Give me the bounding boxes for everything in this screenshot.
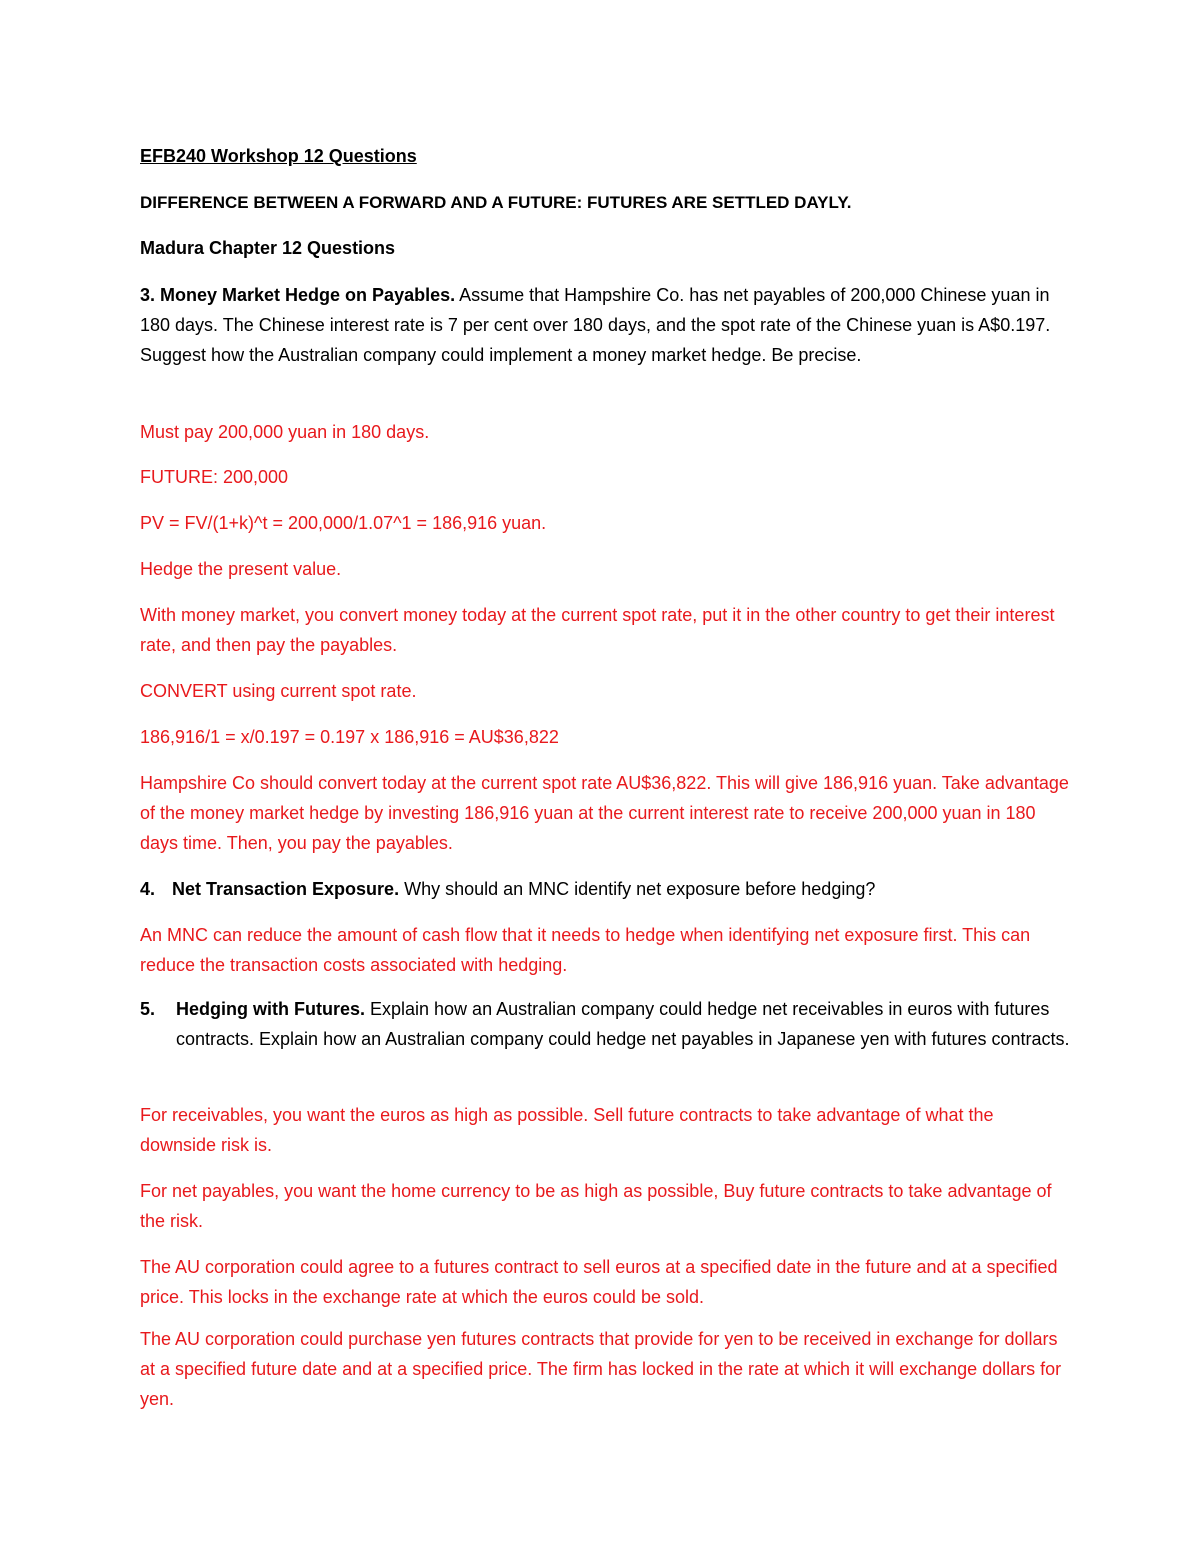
question-5-text: Explain how an Australian company could hedge net receivables in euros with futures contracts. Explain how an Australian company could hedge net payables in Japanese yen with futures contracts. (176, 999, 1070, 1049)
question-4-number: 4. (140, 879, 156, 899)
question-5-number: 5. (140, 999, 156, 1019)
answer-3-line-7: 186,916/1 = x/0.197 = 0.197 x 186,916 = AU$36,822 (140, 727, 559, 747)
answer-3-line-5: With money market, you convert money today at the current spot rate, put it in the other country to get their interest rate, and then pay the payables. (140, 605, 1055, 655)
question-5 (140, 994, 1070, 1054)
answer-3-line-6: CONVERT using current spot rate. (140, 681, 417, 701)
answer-5-line-2: For net payables, you want the home currency to be as high as possible, Buy future contracts to take advantage of the risk. (140, 1181, 1052, 1231)
question-5-heading: Hedging with Futures. (176, 999, 365, 1019)
question-3 (140, 280, 1070, 370)
forward-future-note: DIFFERENCE BETWEEN A FORWARD AND A FUTURE: FUTURES ARE SETTLED DAYLY. (140, 193, 852, 212)
answer-4: An MNC can reduce the amount of cash flow that it needs to hedge when identifying net exposure first. This can reduce the transaction costs associated with hedging. (140, 925, 1031, 975)
answer-3-line-8: Hampshire Co should convert today at the current spot rate AU$36,822. This will give 186,916 yuan. Take advantage of the money market hedge by investing 186,916 yuan at the current interest rate to receive 200,000 yuan in 180 days time. Then, you pay the payables. (140, 773, 1069, 853)
answer-5-line-4: The AU corporation could purchase yen futures contracts that provide for yen to be received in exchange for dollars at a specified future date and at a specified price. The firm has locked in the rate at which it will exchange dollars for yen. (140, 1329, 1062, 1409)
question-4-text: Why should an MNC identify net exposure before hedging? (399, 879, 876, 899)
answer-3-line-4: Hedge the present value. (140, 559, 342, 579)
answer-5-line-1: For receivables, you want the euros as high as possible. Sell future contracts to take advantage of what the downside risk is. (140, 1105, 994, 1155)
answer-3-line-1: Must pay 200,000 yuan in 180 days. (140, 422, 430, 442)
answer-3-line-3: PV = FV/(1+k)^t = 200,000/1.07^1 = 186,916 yuan. (140, 513, 547, 533)
answer-3-line-2: FUTURE: 200,000 (140, 467, 289, 487)
question-3-heading: 3. Money Market Hedge on Payables. (140, 285, 456, 305)
chapter-subtitle: Madura Chapter 12 Questions (140, 238, 396, 258)
question-4 (140, 874, 1070, 904)
document-title: EFB240 Workshop 12 Questions (140, 146, 417, 166)
question-3-text: Assume that Hampshire Co. has net payables of 200,000 Chinese yuan in 180 days. The Chinese interest rate is 7 per cent over 180 days, and the spot rate of the Chinese yuan is A$0.197. Suggest how the Australian company could implement a money market hedge. Be precise. (140, 285, 1051, 365)
answer-5-line-3: The AU corporation could agree to a futures contract to sell euros at a specified date in the future and at a specified price. This locks in the exchange rate at which the euros could be sold. (140, 1257, 1058, 1307)
question-4-heading: Net Transaction Exposure. (172, 879, 400, 899)
